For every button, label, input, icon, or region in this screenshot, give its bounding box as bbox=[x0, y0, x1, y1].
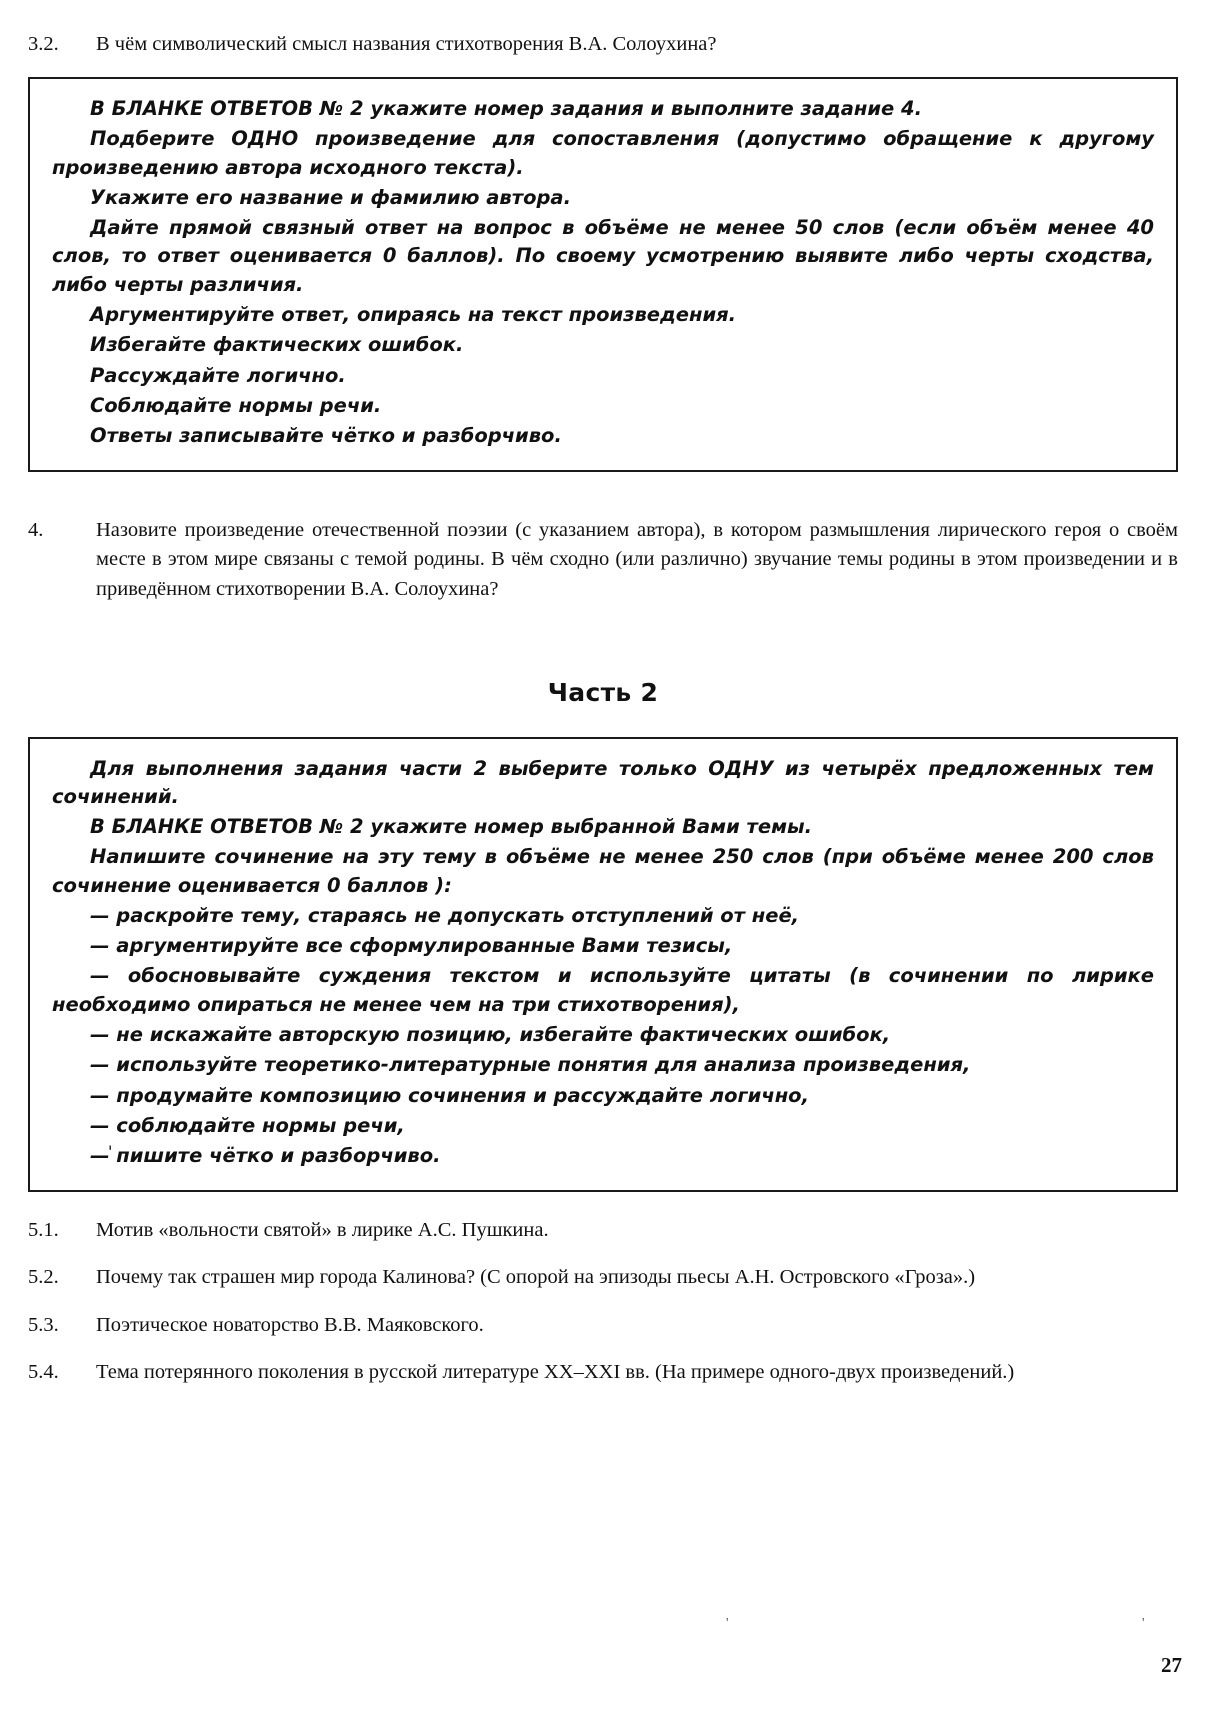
question-4-text: Назовите произведение отечественной поэзии (с указанием автора), в котором размышления лирического героя о своём месте в этом мире связаны с темой родины. В чём сходно (или различно) звучание темы родины в этом произведении и в приведённом стихотворении В.А. Солоухина? bbox=[96, 519, 1178, 600]
essay-topic-5-1 bbox=[28, 1216, 1178, 1245]
instruction-line: — продумайте композицию сочинения и рассуждайте логично, bbox=[90, 1083, 809, 1107]
instruction-line: Соблюдайте нормы речи. bbox=[90, 393, 382, 417]
question-3-2 bbox=[28, 30, 1178, 59]
instruction-line: ' — пишите чётко и разборчиво. bbox=[52, 1142, 1154, 1170]
page-content bbox=[28, 30, 1178, 1387]
instruction-line: Аргументируйте ответ, опираясь на текст произведения. bbox=[90, 302, 737, 326]
instruction-line: Для выполнения задания части 2 выберите только ОДНУ из четырёх предложенных тем сочинений. bbox=[52, 756, 1154, 808]
question-3-2-text: В чём символический смысл названия стихотворения В.А. Солоухина? bbox=[96, 33, 717, 55]
instruction-line: Избегайте фактических ошибок. bbox=[90, 333, 464, 357]
essay-topic-5-3 bbox=[28, 1311, 1178, 1340]
instruction-line: Напишите сочинение на эту тему в объёме не менее 250 слов (при объёме менее 200 слов сочинение оценивается 0 баллов ): bbox=[52, 845, 1154, 897]
spacer bbox=[28, 1192, 1178, 1210]
essay-topic-number: 5.1. bbox=[28, 1219, 59, 1242]
essay-topic-5-2 bbox=[28, 1263, 1178, 1292]
spacer bbox=[28, 1293, 1178, 1311]
essay-topic-text: Почему так страшен мир города Калинова? (С опорой на эпизоды пьесы А.Н. Островского «Гроза».) bbox=[96, 1266, 976, 1289]
instruction-line: — используйте теоретико-литературные понятия для анализа произведения, bbox=[90, 1053, 971, 1077]
instruction-line: В БЛАНКЕ ОТВЕТОВ № 2 укажите номер выбранной Вами темы. bbox=[90, 815, 813, 839]
instruction-line: — аргументируйте все сформулированные Вами тезисы, bbox=[90, 934, 733, 958]
instruction-line: — не искажайте авторскую позицию, избегайте фактических ошибок, bbox=[90, 1023, 891, 1047]
instruction-line: — обосновывайте суждения текстом и используйте цитаты (в сочинении по лирике необходимо опираться не менее чем на три стихотворения), bbox=[52, 964, 1154, 1016]
spacer bbox=[28, 707, 1178, 737]
essay-topic-text: Поэтическое новаторство В.В. Маяковского. bbox=[96, 1313, 484, 1336]
register-mark-right: ' bbox=[1142, 1616, 1145, 1631]
question-3-2-number: 3.2. bbox=[28, 33, 59, 55]
spacer bbox=[28, 1245, 1178, 1263]
instruction-line: Рассуждайте логично. bbox=[90, 363, 346, 387]
spacer bbox=[28, 59, 1178, 77]
essay-topic-5-4 bbox=[28, 1358, 1178, 1387]
part-title: Часть 2 bbox=[547, 677, 659, 707]
instruction-line: — раскройте тему, стараясь не допускать отступлений от неё, bbox=[90, 903, 800, 927]
instruction-box-part2 bbox=[28, 737, 1178, 1193]
instruction-line: Дайте прямой связный ответ на вопрос в объёме не менее 50 слов (если объём менее 40 слов, то ответ оценивается 0 баллов). По своему усмотрению выявите либо черты сходства, либо черты различия. bbox=[52, 216, 1154, 296]
page-number: 27 bbox=[1161, 1653, 1182, 1677]
instruction-line: — соблюдайте нормы речи, bbox=[90, 1113, 405, 1137]
instruction-line: Ответы записывайте чётко и разборчиво. bbox=[90, 424, 562, 448]
instruction-line: Подберите ОДНО произведение для сопоставления (допустимо обращение к другому произведению автора исходного текста). bbox=[52, 127, 1154, 179]
spacer bbox=[28, 648, 1178, 678]
instruction-line: Укажите его название и фамилию автора. bbox=[90, 185, 571, 209]
spacer bbox=[28, 604, 1178, 648]
essay-topic-number: 5.4. bbox=[28, 1360, 59, 1383]
essay-topic-number: 5.3. bbox=[28, 1313, 59, 1336]
spacer bbox=[28, 472, 1178, 516]
question-4-number: 4. bbox=[28, 519, 44, 542]
essay-topic-text: Тема потерянного поколения в русской литературе XX–XXI вв. (На примере одного-двух произведений.) bbox=[96, 1360, 1015, 1383]
instruction-line: В БЛАНКЕ ОТВЕТОВ № 2 укажите номер задания и выполните задание 4. bbox=[90, 97, 923, 121]
essay-topic-number: 5.2. bbox=[28, 1266, 59, 1289]
instruction-box-task4 bbox=[28, 77, 1178, 472]
essay-topic-text: Мотив «вольности святой» в лирике А.С. Пушкина. bbox=[96, 1219, 549, 1242]
question-4 bbox=[28, 516, 1178, 603]
register-mark-center: ' bbox=[726, 1616, 729, 1631]
spacer bbox=[28, 1340, 1178, 1358]
